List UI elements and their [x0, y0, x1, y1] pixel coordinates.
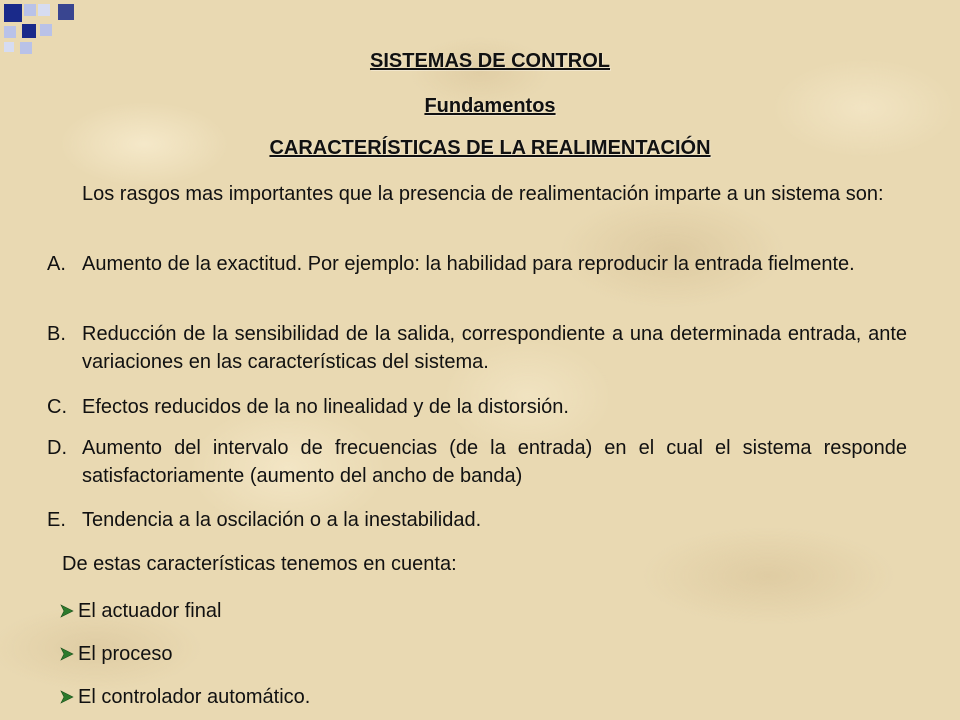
list-item-letter: B. [47, 323, 66, 345]
list-item-letter: C. [47, 396, 67, 418]
list-item [47, 434, 907, 490]
bullet-text: El actuador final [78, 600, 222, 622]
list-item-text: Tendencia a la oscilación o a la inestabilidad. [82, 509, 482, 531]
list-item [47, 393, 907, 421]
list-item [47, 250, 907, 278]
list-item [47, 506, 907, 534]
arrow-bullet-icon [60, 647, 74, 661]
bullet-text: El controlador automático. [78, 686, 311, 708]
list-item-text: Aumento de la exactitud. Por ejemplo: la habilidad para reproducir la entrada fielmente. [82, 253, 855, 275]
arrow-bullet-icon [60, 604, 74, 618]
bullet-item [60, 683, 310, 711]
intro-paragraph: Los rasgos mas importantes que la presencia de realimentación imparte a un sistema son: [82, 183, 884, 205]
bullet-text: El proceso [78, 643, 173, 665]
list-item-text: Aumento del intervalo de frecuencias (de la entrada) en el cual el sistema responde satisfactoriamente (aumento del ancho de banda) [82, 437, 907, 487]
slide-title: SISTEMAS DE CONTROL [369, 50, 610, 72]
list-item-text: Efectos reducidos de la no linealidad y de la distorsión. [82, 396, 569, 418]
arrow-bullet-icon [60, 690, 74, 704]
consider-text: De estas características tenemos en cuenta: [62, 553, 457, 575]
slide-subtitle: Fundamentos [424, 95, 556, 117]
section-title: CARACTERÍSTICAS DE LA REALIMENTACIÓN [269, 137, 711, 159]
list-item-letter: D. [47, 437, 67, 459]
list-item-text: Reducción de la sensibilidad de la salida, correspondiente a una determinada entrada, ante variaciones en las características del sistema. [82, 323, 907, 373]
bullet-item [60, 640, 173, 668]
list-item-letter: A. [47, 253, 66, 275]
list-item [47, 320, 907, 376]
bullet-item [60, 597, 221, 625]
list-item-letter: E. [47, 509, 66, 531]
